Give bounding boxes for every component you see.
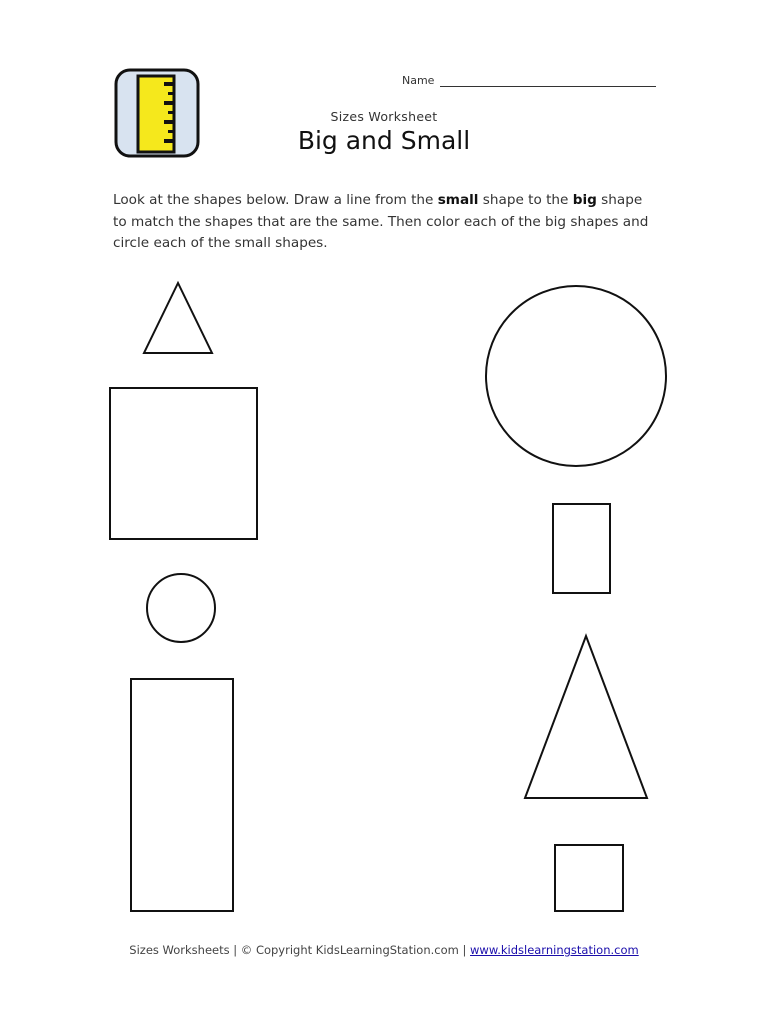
big-triangle[interactable] [525,636,647,798]
page-title: Big and Small [297,126,471,155]
footer-link[interactable]: www.kidslearningstation.com [470,943,639,957]
small-circle[interactable] [147,574,215,642]
instructions-part3: shape to match the shapes that are the same. Then color each of the big shapes and circle each of the small shapes. [113,192,649,251]
small-triangle[interactable] [144,283,212,353]
instructions-part2: shape to the [478,192,573,208]
instructions-part1: Look at the shapes below. Draw a line from the [113,192,438,208]
small-square[interactable] [555,845,623,911]
small-rectangle[interactable] [553,504,610,593]
name-label: Name [402,74,435,87]
big-circle[interactable] [486,286,666,466]
worksheet-subtitle: Sizes Worksheet [330,109,438,124]
footer-text: Sizes Worksheets | © Copyright KidsLearningStation.com | [129,943,471,957]
big-square[interactable] [110,388,257,539]
instructions-small-word: small [437,192,479,208]
big-rectangle[interactable] [131,679,233,911]
instructions-big-word: big [572,192,597,208]
footer [0,943,768,957]
